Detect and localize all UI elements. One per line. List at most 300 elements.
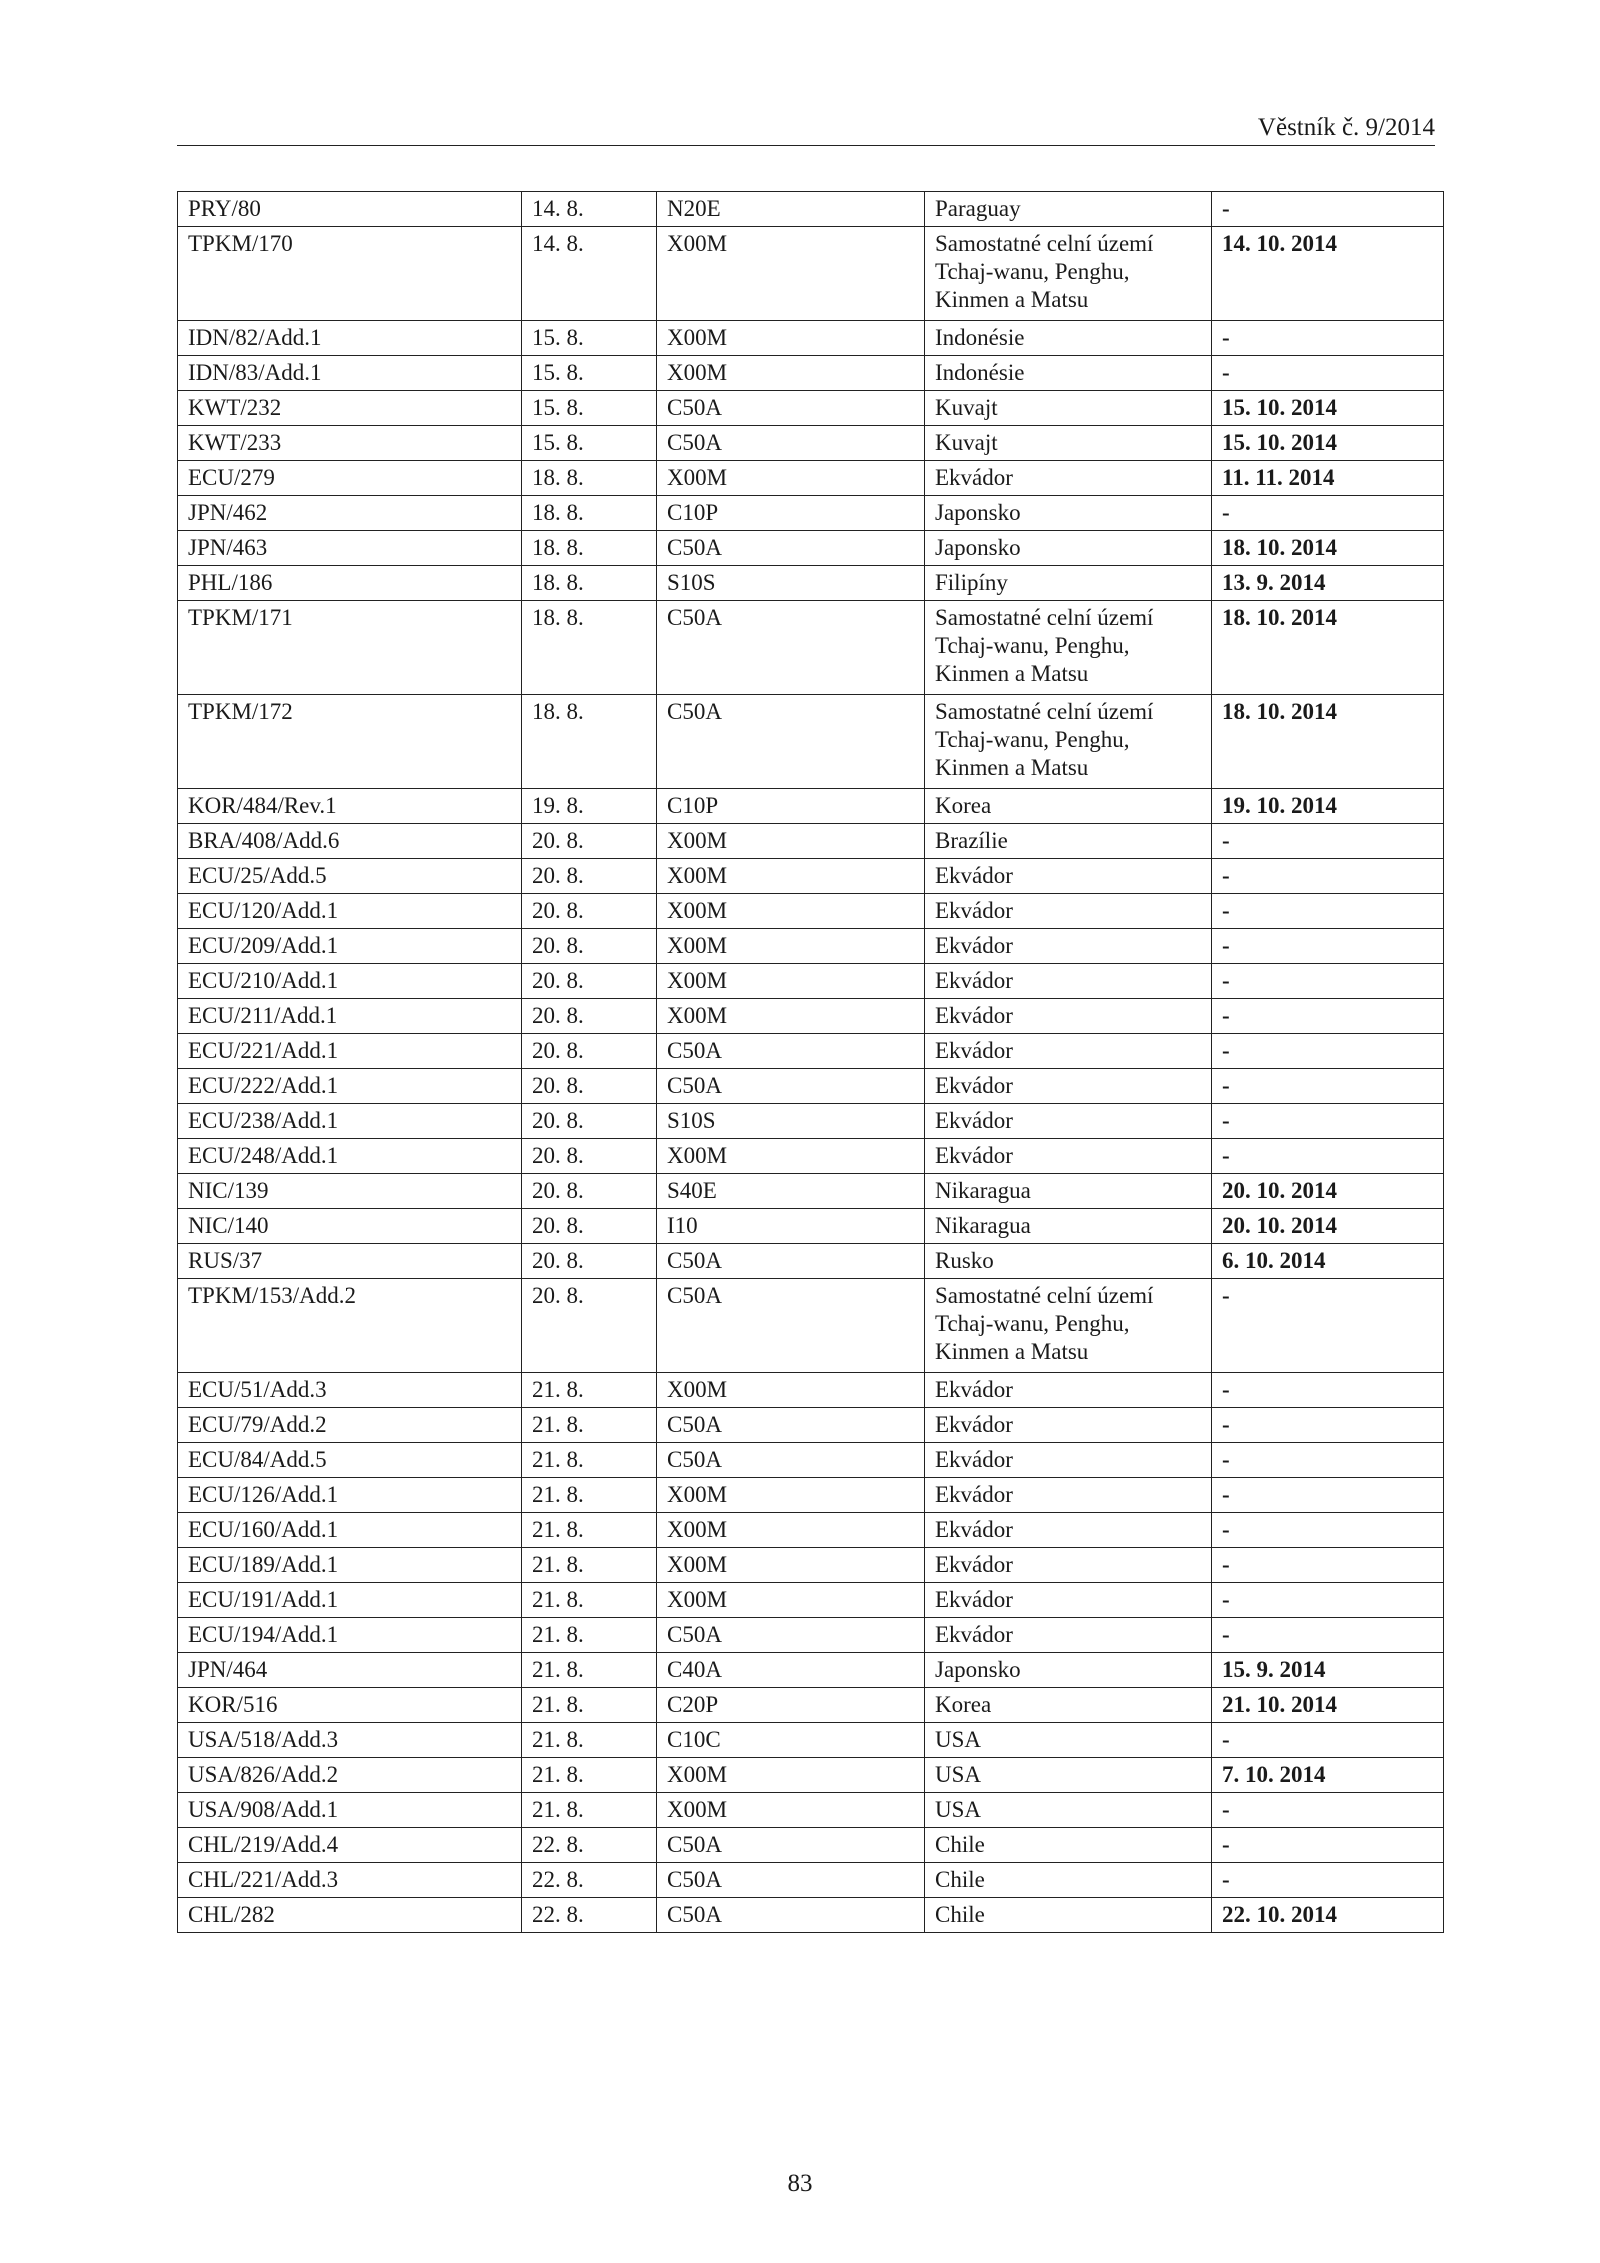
page-number [0,2170,1600,2198]
country-cell [925,859,1212,894]
deadline-cell: 18. 10. 2014 [1212,531,1444,566]
code-cell: C50A [657,1863,925,1898]
country-cell [925,1758,1212,1793]
code-cell: C10P [657,496,925,531]
date-cell: 18. 8. [522,601,657,695]
country-cell [925,789,1212,824]
country-cell [925,1618,1212,1653]
deadline-cell: - [1212,1139,1444,1174]
country-cell [925,1828,1212,1863]
country-line: Ekvádor [935,933,1013,958]
deadline-cell: - [1212,1279,1444,1373]
document-code-cell: NIC/139 [178,1174,522,1209]
code-cell: C50A [657,1279,925,1373]
deadline-cell: - [1212,999,1444,1034]
date-cell: 20. 8. [522,1034,657,1069]
deadline-cell: 18. 10. 2014 [1212,695,1444,789]
deadline-cell: 11. 11. 2014 [1212,461,1444,496]
code-cell: S40E [657,1174,925,1209]
deadline-cell: - [1212,321,1444,356]
country-cell [925,1723,1212,1758]
country-cell [925,1793,1212,1828]
date-cell: 20. 8. [522,1069,657,1104]
code-cell: C50A [657,1443,925,1478]
table-row [178,192,1444,227]
table-row [178,999,1444,1034]
document-code-cell: ECU/221/Add.1 [178,1034,522,1069]
table-row [178,894,1444,929]
table-row [178,1174,1444,1209]
deadline-cell: - [1212,1828,1444,1863]
country-line: Ekvádor [935,1622,1013,1647]
table-row [178,1373,1444,1408]
code-cell: X00M [657,1139,925,1174]
table-row [178,1408,1444,1443]
table-row [178,1244,1444,1279]
code-cell: X00M [657,321,925,356]
country-line: Ekvádor [935,968,1013,993]
code-cell: C50A [657,1898,925,1933]
table-row [178,1034,1444,1069]
table-row [178,1758,1444,1793]
country-line: USA [935,1797,982,1822]
country-cell [925,192,1212,227]
country-cell [925,695,1212,789]
code-cell: C50A [657,426,925,461]
date-cell: 21. 8. [522,1443,657,1478]
country-cell [925,461,1212,496]
document-code-cell: CHL/221/Add.3 [178,1863,522,1898]
country-line: Samostatné celní území [935,605,1154,630]
document-code-cell: ECU/211/Add.1 [178,999,522,1034]
table-row [178,1618,1444,1653]
deadline-cell: - [1212,1069,1444,1104]
deadline-cell: - [1212,1723,1444,1758]
document-code-cell: ECU/248/Add.1 [178,1139,522,1174]
date-cell: 21. 8. [522,1478,657,1513]
date-cell: 14. 8. [522,192,657,227]
document-code-cell: NIC/140 [178,1209,522,1244]
deadline-cell: - [1212,356,1444,391]
table-row [178,1548,1444,1583]
table-row [178,1513,1444,1548]
code-cell: X00M [657,964,925,999]
country-line: Kuvajt [935,395,998,420]
date-cell: 21. 8. [522,1408,657,1443]
table-row [178,824,1444,859]
country-line: Ekvádor [935,1073,1013,1098]
document-code-cell: CHL/219/Add.4 [178,1828,522,1863]
country-line: Tchaj-wanu, Penghu, [935,633,1130,658]
code-cell: X00M [657,1758,925,1793]
country-line: USA [935,1727,982,1752]
country-line: Ekvádor [935,863,1013,888]
country-line: Nikaragua [935,1178,1031,1203]
deadline-cell: - [1212,1793,1444,1828]
code-cell: X00M [657,929,925,964]
document-code-cell: IDN/82/Add.1 [178,321,522,356]
document-code-cell: CHL/282 [178,1898,522,1933]
country-line: Ekvádor [935,1003,1013,1028]
deadline-cell: - [1212,1408,1444,1443]
code-cell: X00M [657,227,925,321]
deadline-cell: - [1212,1513,1444,1548]
code-cell: X00M [657,1513,925,1548]
deadline-cell: 13. 9. 2014 [1212,566,1444,601]
country-cell [925,1653,1212,1688]
country-line: Indonésie [935,360,1025,385]
table-row [178,566,1444,601]
country-line: Ekvádor [935,1587,1013,1612]
country-line: Kinmen a Matsu [935,287,1089,312]
country-line: Samostatné celní území [935,699,1154,724]
country-line: Tchaj-wanu, Penghu, [935,1311,1130,1336]
country-line: Japonsko [935,535,1021,560]
country-line: Ekvádor [935,1517,1013,1542]
country-cell [925,566,1212,601]
country-cell [925,1174,1212,1209]
document-code-cell: KWT/233 [178,426,522,461]
date-cell: 22. 8. [522,1863,657,1898]
country-cell [925,531,1212,566]
code-cell: C50A [657,531,925,566]
deadline-cell: - [1212,929,1444,964]
document-code-cell: TPKM/172 [178,695,522,789]
country-line: Ekvádor [935,1482,1013,1507]
country-line: Ekvádor [935,1447,1013,1472]
code-cell: C10P [657,789,925,824]
table-row [178,601,1444,695]
country-cell [925,1373,1212,1408]
document-header [177,110,1435,146]
document-title: Věstník č. 9/2014 [1257,114,1435,141]
document-code-cell: TPKM/153/Add.2 [178,1279,522,1373]
country-line: Rusko [935,1248,994,1273]
deadline-cell: - [1212,824,1444,859]
country-line: Ekvádor [935,1412,1013,1437]
date-cell: 20. 8. [522,1279,657,1373]
document-code-cell: RUS/37 [178,1244,522,1279]
page-number-text: 83 [787,2170,813,2197]
code-cell: X00M [657,1373,925,1408]
document-code-cell: IDN/83/Add.1 [178,356,522,391]
deadline-cell: - [1212,192,1444,227]
deadline-cell: - [1212,1548,1444,1583]
table-row [178,1478,1444,1513]
table-row [178,1104,1444,1139]
document-code-cell: KOR/484/Rev.1 [178,789,522,824]
deadline-cell: 19. 10. 2014 [1212,789,1444,824]
code-cell: C50A [657,1618,925,1653]
country-line: Kuvajt [935,430,998,455]
deadline-cell: - [1212,496,1444,531]
date-cell: 15. 8. [522,356,657,391]
date-cell: 20. 8. [522,824,657,859]
country-cell [925,1443,1212,1478]
code-cell: X00M [657,894,925,929]
table-row [178,695,1444,789]
document-code-cell: ECU/189/Add.1 [178,1548,522,1583]
date-cell: 22. 8. [522,1898,657,1933]
document-code-cell: JPN/462 [178,496,522,531]
date-cell: 21. 8. [522,1373,657,1408]
document-code-cell: USA/518/Add.3 [178,1723,522,1758]
table-row [178,1863,1444,1898]
table-row [178,461,1444,496]
country-line: USA [935,1762,982,1787]
code-cell: X00M [657,356,925,391]
deadline-cell: 15. 10. 2014 [1212,391,1444,426]
date-cell: 21. 8. [522,1653,657,1688]
table-row [178,321,1444,356]
country-cell [925,1034,1212,1069]
code-cell: C50A [657,1244,925,1279]
country-line: Brazílie [935,828,1008,853]
country-cell [925,1898,1212,1933]
table-row [178,531,1444,566]
date-cell: 20. 8. [522,1104,657,1139]
deadline-cell: 15. 9. 2014 [1212,1653,1444,1688]
code-cell: S10S [657,1104,925,1139]
deadline-cell: - [1212,1478,1444,1513]
country-line: Chile [935,1902,985,1927]
country-cell [925,824,1212,859]
document-code-cell: ECU/84/Add.5 [178,1443,522,1478]
date-cell: 21. 8. [522,1548,657,1583]
deadline-cell: - [1212,894,1444,929]
deadline-cell: - [1212,1618,1444,1653]
document-code-cell: PHL/186 [178,566,522,601]
country-line: Chile [935,1867,985,1892]
country-cell [925,1548,1212,1583]
deadline-cell: - [1212,1373,1444,1408]
deadline-cell: - [1212,1863,1444,1898]
code-cell: C20P [657,1688,925,1723]
date-cell: 21. 8. [522,1688,657,1723]
country-line: Samostatné celní území [935,231,1154,256]
country-cell [925,496,1212,531]
date-cell: 21. 8. [522,1758,657,1793]
document-code-cell: ECU/191/Add.1 [178,1583,522,1618]
date-cell: 18. 8. [522,496,657,531]
document-code-cell: ECU/279 [178,461,522,496]
deadline-cell: 6. 10. 2014 [1212,1244,1444,1279]
document-code-cell: KWT/232 [178,391,522,426]
table-row [178,1069,1444,1104]
table-body [178,192,1444,1933]
date-cell: 18. 8. [522,566,657,601]
country-line: Ekvádor [935,898,1013,923]
country-cell [925,929,1212,964]
code-cell: X00M [657,999,925,1034]
country-cell [925,426,1212,461]
document-code-cell: ECU/120/Add.1 [178,894,522,929]
code-cell: C40A [657,1653,925,1688]
country-cell [925,391,1212,426]
document-code-cell: ECU/238/Add.1 [178,1104,522,1139]
table-row [178,356,1444,391]
table-row [178,227,1444,321]
date-cell: 15. 8. [522,391,657,426]
date-cell: 20. 8. [522,1174,657,1209]
date-cell: 21. 8. [522,1583,657,1618]
country-cell [925,356,1212,391]
country-line: Ekvádor [935,1377,1013,1402]
country-line: Japonsko [935,1657,1021,1682]
country-cell [925,964,1212,999]
code-cell: C50A [657,695,925,789]
country-cell [925,1069,1212,1104]
country-line: Ekvádor [935,1108,1013,1133]
country-line: Filipíny [935,570,1008,595]
country-line: Chile [935,1832,985,1857]
country-line: Korea [935,793,992,818]
document-code-cell: JPN/464 [178,1653,522,1688]
document-code-cell: ECU/210/Add.1 [178,964,522,999]
document-code-cell: TPKM/170 [178,227,522,321]
country-line: Ekvádor [935,1552,1013,1577]
country-cell [925,1279,1212,1373]
date-cell: 21. 8. [522,1793,657,1828]
deadline-cell: - [1212,1104,1444,1139]
country-cell [925,1478,1212,1513]
code-cell: N20E [657,192,925,227]
table-row [178,1209,1444,1244]
deadline-cell: 7. 10. 2014 [1212,1758,1444,1793]
deadline-cell: 20. 10. 2014 [1212,1209,1444,1244]
date-cell: 20. 8. [522,1244,657,1279]
document-code-cell: ECU/126/Add.1 [178,1478,522,1513]
code-cell: X00M [657,1478,925,1513]
date-cell: 18. 8. [522,695,657,789]
deadline-cell: 15. 10. 2014 [1212,426,1444,461]
date-cell: 14. 8. [522,227,657,321]
country-cell [925,1583,1212,1618]
deadline-cell: - [1212,964,1444,999]
code-cell: C50A [657,1069,925,1104]
table-row [178,1828,1444,1863]
date-cell: 20. 8. [522,1139,657,1174]
deadline-cell: 21. 10. 2014 [1212,1688,1444,1723]
date-cell: 21. 8. [522,1618,657,1653]
notifications-table [177,191,1444,1933]
country-cell [925,1244,1212,1279]
code-cell: C50A [657,391,925,426]
country-line: Samostatné celní území [935,1283,1154,1308]
table-row [178,1793,1444,1828]
document-code-cell: ECU/194/Add.1 [178,1618,522,1653]
document-code-cell: ECU/209/Add.1 [178,929,522,964]
date-cell: 20. 8. [522,859,657,894]
date-cell: 18. 8. [522,461,657,496]
table-row [178,496,1444,531]
deadline-cell: - [1212,1443,1444,1478]
code-cell: X00M [657,1793,925,1828]
document-code-cell: USA/826/Add.2 [178,1758,522,1793]
deadline-cell: - [1212,859,1444,894]
document-code-cell: ECU/51/Add.3 [178,1373,522,1408]
date-cell: 22. 8. [522,1828,657,1863]
date-cell: 18. 8. [522,531,657,566]
date-cell: 20. 8. [522,1209,657,1244]
country-line: Kinmen a Matsu [935,755,1089,780]
country-cell [925,1104,1212,1139]
table-row [178,391,1444,426]
code-cell: C50A [657,1034,925,1069]
country-line: Tchaj-wanu, Penghu, [935,259,1130,284]
date-cell: 15. 8. [522,321,657,356]
date-cell: 21. 8. [522,1723,657,1758]
deadline-cell: 14. 10. 2014 [1212,227,1444,321]
country-cell [925,1408,1212,1443]
country-line: Ekvádor [935,1143,1013,1168]
document-code-cell: ECU/160/Add.1 [178,1513,522,1548]
date-cell: 19. 8. [522,789,657,824]
country-cell [925,227,1212,321]
country-line: Tchaj-wanu, Penghu, [935,727,1130,752]
table-row [178,1723,1444,1758]
country-cell [925,894,1212,929]
table-row [178,1279,1444,1373]
country-cell [925,1688,1212,1723]
code-cell: X00M [657,1548,925,1583]
code-cell: X00M [657,461,925,496]
table-row [178,789,1444,824]
date-cell: 20. 8. [522,894,657,929]
document-code-cell: PRY/80 [178,192,522,227]
date-cell: 20. 8. [522,964,657,999]
country-cell [925,1139,1212,1174]
date-cell: 20. 8. [522,929,657,964]
country-line: Ekvádor [935,1038,1013,1063]
code-cell: X00M [657,824,925,859]
country-line: Korea [935,1692,992,1717]
country-cell [925,1209,1212,1244]
code-cell: I10 [657,1209,925,1244]
code-cell: C50A [657,1408,925,1443]
country-cell [925,601,1212,695]
date-cell: 20. 8. [522,999,657,1034]
table-row [178,1139,1444,1174]
table-row [178,1653,1444,1688]
code-cell: X00M [657,1583,925,1618]
country-line: Kinmen a Matsu [935,1339,1089,1364]
table-row [178,1583,1444,1618]
document-code-cell: KOR/516 [178,1688,522,1723]
table-row [178,1688,1444,1723]
deadline-cell: 18. 10. 2014 [1212,601,1444,695]
deadline-cell: 22. 10. 2014 [1212,1898,1444,1933]
document-code-cell: ECU/25/Add.5 [178,859,522,894]
table-row [178,929,1444,964]
table-row [178,1443,1444,1478]
country-cell [925,1513,1212,1548]
country-cell [925,1863,1212,1898]
table-row [178,859,1444,894]
country-line: Nikaragua [935,1213,1031,1238]
document-code-cell: ECU/222/Add.1 [178,1069,522,1104]
country-line: Ekvádor [935,465,1013,490]
code-cell: S10S [657,566,925,601]
table-row [178,1898,1444,1933]
country-line: Japonsko [935,500,1021,525]
deadline-cell: - [1212,1583,1444,1618]
document-code-cell: USA/908/Add.1 [178,1793,522,1828]
code-cell: C10C [657,1723,925,1758]
document-code-cell: TPKM/171 [178,601,522,695]
date-cell: 21. 8. [522,1513,657,1548]
country-line: Kinmen a Matsu [935,661,1089,686]
